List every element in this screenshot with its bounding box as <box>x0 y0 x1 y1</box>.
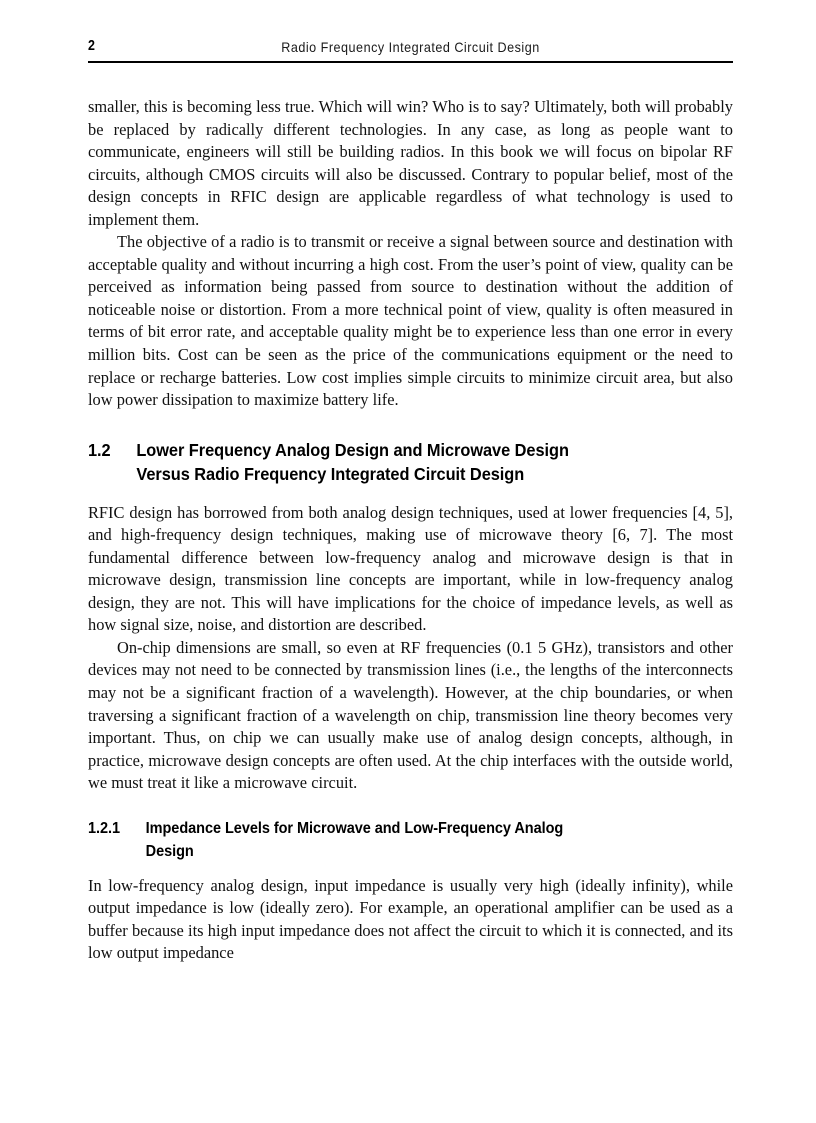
paragraph-radio-objective: The objective of a radio is to transmit or receive a signal between source and destination with acceptable quality and without incurring a high cost. From the user’s point of view, quality can be perceived as information being passed from source to destination without the addition of noticeable noise or distortion. From a more technical point of view, quality is often measured in terms of bit error rate, and acceptable quality might be to experience less than one error in every million bits. Cost can be seen as the price of the communications equipment or the need to replace or recharge batteries. Low cost implies simple circuits to minimize circuit area, but also low power dissipation to maximize battery life. <box>88 232 733 410</box>
spacer-before-subsection-heading <box>88 795 733 817</box>
section-heading-1-2 <box>88 438 733 487</box>
subsection-heading-1-2-1 <box>88 817 733 863</box>
paragraph-on-chip-dimensions: On-chip dimensions are small, so even at RF frequencies (0.1 5 GHz), transistors and other devices may not need to be connected by transmission lines (i.e., the lengths of the interconnects may not be a significant fraction of a wavelength). However, at the chip boundaries, or when traversing a significant fraction of a wavelength on chip, transmission line theory becomes very important. Thus, on chip we can usually make use of analog design concepts, although, in practice, microwave design concepts are often used. At the chip interfaces with the outside world, we must treat it like a microwave circuit. <box>88 637 733 793</box>
paragraph-rfic-borrowed: RFIC design has borrowed from both analog design techniques, used at lower frequencies [4, 5], and high-frequency design techniques, making use of microwave theory [6, 7]. The most fundamental difference between low-frequency analog and microwave design is that in microwave design, transmission line concepts are important, while in low-frequency analog design, they are not. This will have implications for the choice of impedance levels, as well as how signal size, noise, and distortion are described. <box>88 502 733 635</box>
spacer-before-section-heading <box>88 412 733 438</box>
subsection-title-line-2: Design <box>145 842 194 860</box>
section-title-line-2: Versus Radio Frequency Integrated Circuit Design <box>136 464 525 485</box>
paragraph-continued: smaller, this is becoming less true. Which will win? Who is to say? Ultimately, both will probably be replaced by radically different technologies. In any case, as long as people want to communicate, engineers will still be building radios. In this book we will focus on bipolar RF circuits, although CMOS circuits will also be discussed. Contrary to popular belief, most of the design concepts in RFIC design are applicable regardless of what technology is used to implement them. <box>88 97 733 229</box>
section-heading-line-2-wrap <box>88 462 733 487</box>
section-title-line-1: Lower Frequency Analog Design and Microwave Design <box>136 439 569 460</box>
spacer-after-subsection-heading <box>88 863 733 875</box>
spacer-after-section-heading <box>88 487 733 502</box>
header-rule-divider <box>88 61 733 63</box>
page-header <box>88 38 733 60</box>
running-title: Radio Frequency Integrated Circuit Design <box>281 39 540 55</box>
section-heading-line-1 <box>88 438 733 463</box>
subsection-title-line-1: Impedance Levels for Microwave and Low-Frequency Analog <box>145 819 564 837</box>
subsection-number: 1.2.1 <box>88 819 121 837</box>
paragraph-impedance-levels: In low-frequency analog design, input impedance is usually very high (ideally infinity), while output impedance is low (ideally zero). For example, an operational amplifier can be used as a buffer because its high input impedance does not affect the circuit to which it is connected, and its low output impedance <box>88 875 733 963</box>
page-number: 2 <box>88 38 96 54</box>
subsection-heading-line-2-wrap <box>88 840 733 863</box>
subsection-heading-line-1 <box>88 817 733 840</box>
section-number: 1.2 <box>88 439 111 460</box>
text-column <box>88 96 733 965</box>
